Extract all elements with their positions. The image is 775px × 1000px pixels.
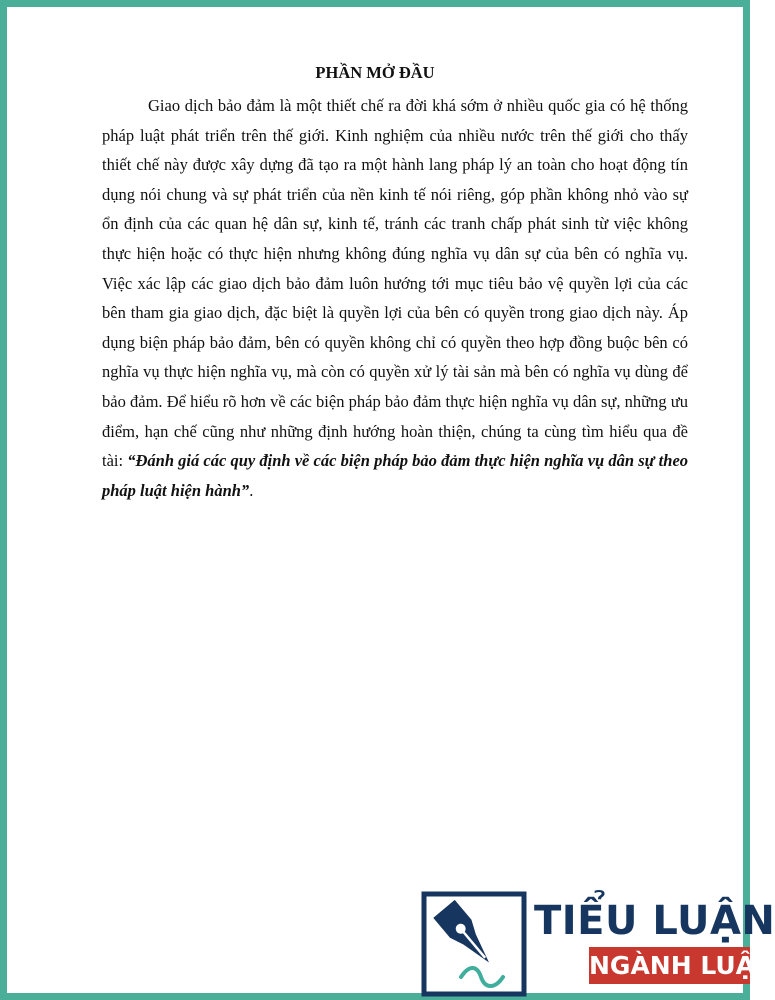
fountain-pen-nib-icon xyxy=(421,891,527,997)
closing-period: . xyxy=(249,480,254,500)
logo-title-text: TIỂU LUẬN xyxy=(534,898,775,944)
page-title: PHẦN MỞ ĐẦU xyxy=(315,63,435,82)
topic-title: “Đánh giá các quy định về các biện pháp bảo đảm thực hiện nghĩa vụ dân sự theo pháp luật hiện hành” xyxy=(102,451,689,500)
intro-paragraph xyxy=(102,91,688,505)
brand-logo xyxy=(421,891,775,1000)
intro-text: Giao dịch bảo đảm là một thiết chế ra đời khá sớm ở nhiều quốc gia có hệ thống pháp luật phát triển trên thế giới. Kinh nghiệm của nhiều nước trên thế giới cho thấy thiết chế này được xây dựng đã tạo ra một hành lang pháp lý an toàn cho hoạt động tín dụng nói chung và sự phát triển của nền kinh tế nói riêng, góp phần không nhỏ vào sự ổn định của các quan hệ dân sự, kinh tế, tránh các tranh chấp phát sinh từ việc không thực hiện hoặc có thực hiện nhưng không đúng nghĩa vụ dân sự của bên có nghĩa vụ. Việc xác lập các giao dịch bảo đảm luôn hướng tới mục tiêu bảo vệ quyền lợi của các bên tham gia giao dịch, đặc biệt là quyền lợi của bên có quyền trong giao dịch này. Áp dụng biện pháp bảo đảm, bên có quyền không chỉ có quyền theo hợp đồng buộc bên có nghĩa vụ thực hiện nghĩa vụ, mà còn có quyền xử lý tài sản mà bên có nghĩa vụ dùng để bảo đảm. Để hiểu rõ hơn về các biện pháp bảo đảm thực hiện nghĩa vụ dân sự, những ưu điểm, hạn chế cũng như những định hướng hoàn thiện, chúng ta cùng tìm hiểu qua đề tài: xyxy=(102,96,688,471)
logo-subtitle-badge: NGÀNH LUẬT xyxy=(589,947,750,984)
